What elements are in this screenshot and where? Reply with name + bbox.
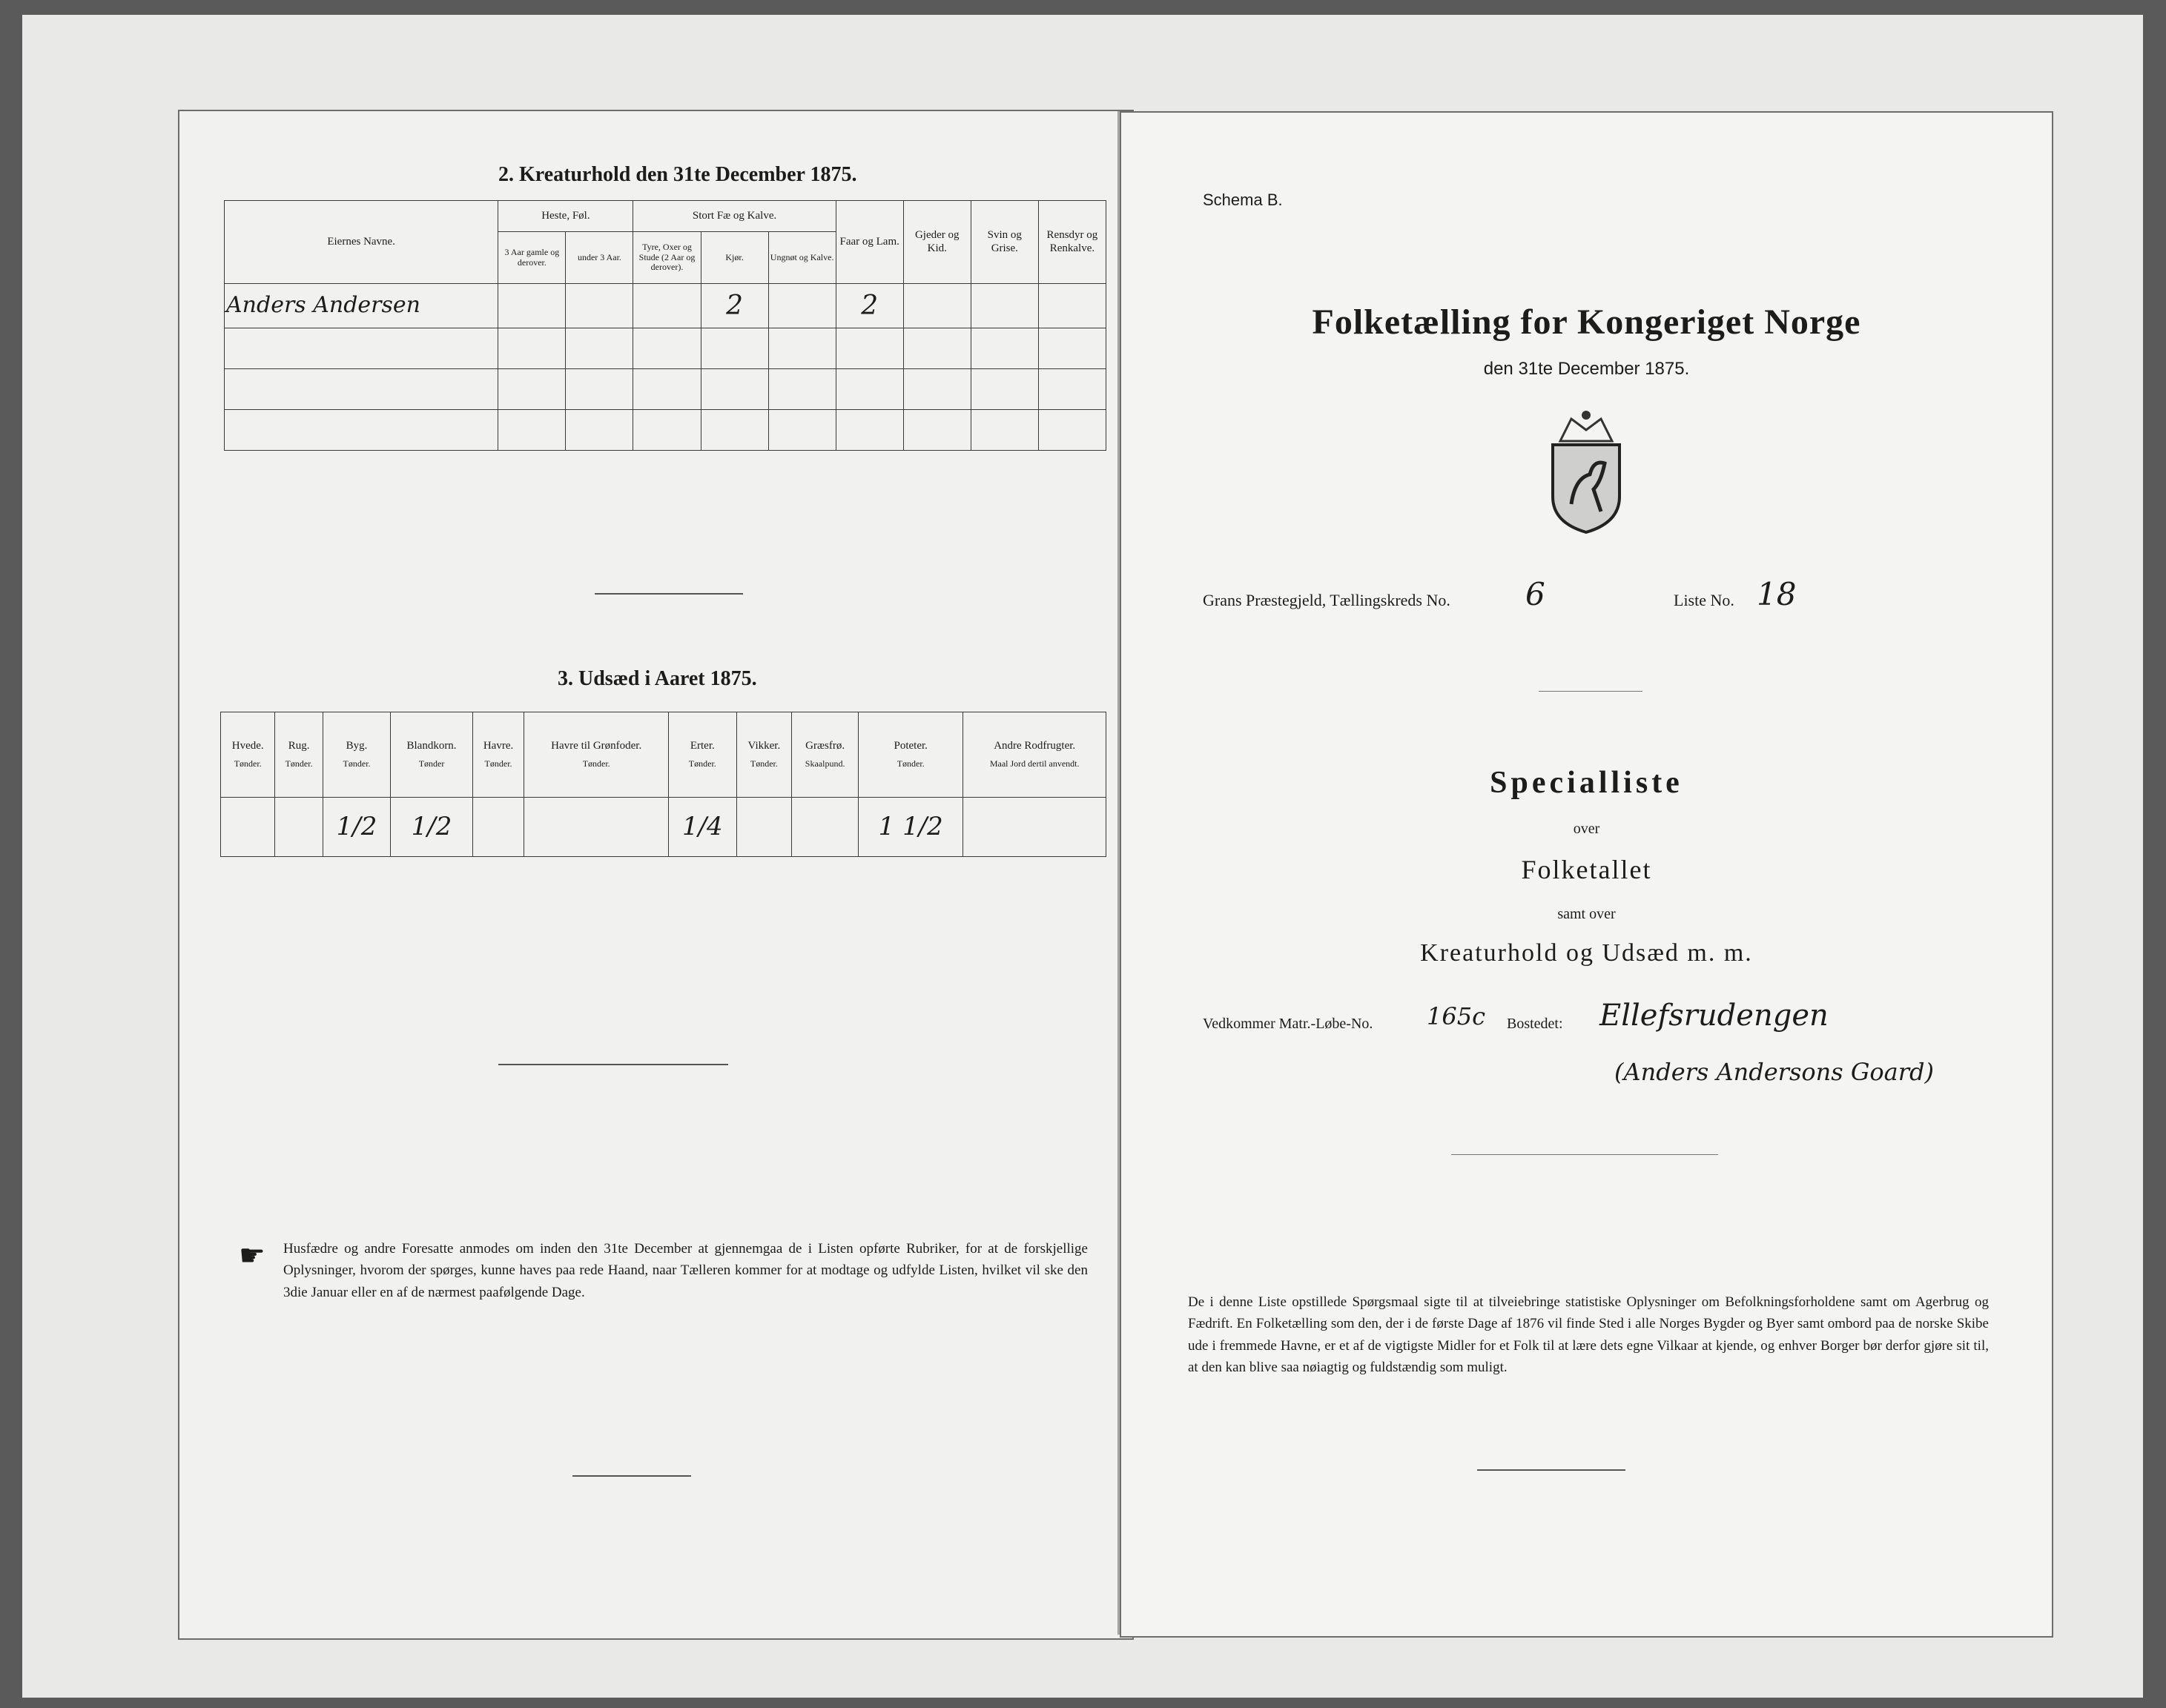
seed-col-unit: Tønder. <box>343 758 371 769</box>
divider <box>498 1064 728 1065</box>
table-row <box>225 410 1106 451</box>
seed-col-unit: Tønder. <box>285 758 313 769</box>
seed-col-name: Blandkorn. <box>406 740 457 752</box>
seed-col-unit: Tønder <box>418 758 445 769</box>
matr-label: Vedkommer Matr.-Løbe-No. <box>1203 1016 1373 1032</box>
table-row <box>225 328 1106 369</box>
kreds-no: 6 <box>1525 576 1545 612</box>
header-heste-under: under 3 Aar. <box>566 232 633 284</box>
cell-empty <box>498 284 566 328</box>
bostedet-value: Ellefsrudengen <box>1599 999 1829 1033</box>
header-heste: Heste, Føl. <box>498 201 633 232</box>
over-text: over <box>1573 821 1600 837</box>
seed-col-name: Byg. <box>346 740 368 752</box>
section3-title: 3. Udsæd i Aaret 1875. <box>558 667 757 690</box>
seed-col-name: Erter. <box>690 740 715 752</box>
samt-over-text: samt over <box>1557 906 1616 922</box>
divider <box>1451 1154 1718 1155</box>
divider <box>1539 691 1642 692</box>
cell-empty <box>566 284 633 328</box>
cell-kjor: 2 <box>701 284 768 328</box>
header-eiernes-navne: Eiernes Navne. <box>225 201 498 284</box>
header-ungnot: Ungnøt og Kalve. <box>768 232 836 284</box>
seed-value <box>221 798 275 857</box>
seed-col-unit: Tønder. <box>688 758 716 769</box>
seed-col-header <box>275 712 323 798</box>
header-stort-fae: Stort Fæ og Kalve. <box>633 201 836 232</box>
seed-col-header <box>323 712 391 798</box>
seed-value <box>275 798 323 857</box>
specialliste-title <box>1121 765 2052 801</box>
main-title: Folketælling for Kongeriget Norge <box>1312 302 1861 342</box>
seed-value <box>472 798 524 857</box>
cell-empty <box>903 284 971 328</box>
cell-empty <box>768 284 836 328</box>
schema-label: Schema B. <box>1203 191 1283 209</box>
divider <box>595 593 743 595</box>
divider <box>572 1475 691 1477</box>
seed-col-name: Havre. <box>483 740 514 752</box>
header-heste-3aar: 3 Aar gamle og derover. <box>498 232 566 284</box>
seed-col-unit: Tønder. <box>234 758 262 769</box>
census-date: den 31te December 1875. <box>1483 359 1690 379</box>
bostedet-note: (Anders Andersons Goard) <box>1614 1058 1935 1086</box>
section2-title: 2. Kreaturhold den 31te December 1875. <box>498 163 857 186</box>
seed-col-header <box>669 712 737 798</box>
cell-faar: 2 <box>836 284 903 328</box>
seed-col-unit: Tønder. <box>582 758 610 769</box>
seed-value <box>524 798 669 857</box>
right-page <box>1120 111 2053 1638</box>
left-page <box>178 110 1134 1640</box>
livestock-table <box>224 200 1106 451</box>
seed-value: 1/2 <box>323 798 391 857</box>
seed-col-header <box>792 712 859 798</box>
seed-table <box>220 712 1106 857</box>
seed-col-name: Havre til Grønfoder. <box>551 740 642 752</box>
header-gjeder: Gjeder og Kid. <box>903 201 971 284</box>
seed-col-header <box>736 712 792 798</box>
seed-col-name: Rug. <box>288 740 310 752</box>
bostedet-label: Bostedet: <box>1507 1016 1563 1032</box>
header-rensdyr: Rensdyr og Renkalve. <box>1038 201 1106 284</box>
notice-text: Husfædre og andre Foresatte anmodes om inden den 31te December at gjennemgaa de i Listen opførte Rubriker, for at de forskjellige Oplysninger, hvorom der spørges, kunne haves paa rede Haand, naar Tælleren kommer for at modtage og udfylde Listen, hvilket vil ske den 3die Januar eller en af de nærmest paafølgende Dage. <box>283 1241 1088 1300</box>
owner-name: Anders Andersen <box>225 284 498 328</box>
seed-col-name: Græsfrø. <box>805 740 845 752</box>
seed-col-header <box>859 712 963 798</box>
divider <box>1477 1469 1625 1471</box>
seed-col-name: Hvede. <box>231 740 264 752</box>
seed-col-header <box>391 712 472 798</box>
seed-value: 1 1/2 <box>859 798 963 857</box>
seed-col-name: Andre Rodfrugter. <box>994 740 1076 752</box>
seed-value: 1/2 <box>391 798 472 857</box>
folketallet-text: Folketallet <box>1521 855 1652 884</box>
footer-text: De i denne Liste opstillede Spørgsmaal sigte til at tilveiebringe statistiske Oplysninger om Befolkningsforholdene samt om Agerbrug og Fædrift. En Folketælling som den, der i de første Dage af 1876 vil finde Sted i alle Norges Bygder og Byer samt ombord paa de norske Skibe ude i fremmede Havne, er et af de vigtigste Midler for et Folk til at lære dets egne Vilkaar at kjende, og enhver Borger bør derfor gjøre sit til, at den kan blive saa nøiagtig og fuldstændig som muligt. <box>1188 1294 1989 1376</box>
seed-value <box>736 798 792 857</box>
seed-col-unit: Maal Jord dertil anvendt. <box>989 758 1080 769</box>
seed-col-unit: Tønder. <box>750 758 778 769</box>
header-kjor: Kjør. <box>701 232 768 284</box>
seed-col-unit: Tønder. <box>897 758 925 769</box>
seed-col-header <box>472 712 524 798</box>
header-faar: Faar og Lam. <box>836 201 903 284</box>
norway-coat-of-arms-icon <box>1534 408 1638 534</box>
specialliste-text: Specialliste <box>1490 766 1683 800</box>
cell-empty <box>971 284 1038 328</box>
seed-col-unit: Tønder. <box>484 758 512 769</box>
seed-col-header <box>963 712 1106 798</box>
kreaturhold-text: Kreaturhold og Udsæd m. m. <box>1420 939 1753 967</box>
header-tyre: Tyre, Oxer og Stude (2 Aar og derover). <box>633 232 701 284</box>
seed-col-unit: Skaalpund. <box>805 758 845 769</box>
table-row <box>225 284 1106 328</box>
table-row <box>225 369 1106 410</box>
liste-no: 18 <box>1757 576 1797 612</box>
header-svin: Svin og Grise. <box>971 201 1038 284</box>
seed-value <box>963 798 1106 857</box>
cell-empty <box>1038 284 1106 328</box>
parish-label: Grans Præstegjeld, Tællingskreds No. <box>1203 591 1450 609</box>
cell-empty <box>633 284 701 328</box>
seed-value: 1/4 <box>669 798 737 857</box>
seed-col-header <box>221 712 275 798</box>
liste-label: Liste No. <box>1674 591 1734 609</box>
seed-value <box>792 798 859 857</box>
seed-col-name: Vikker. <box>747 740 781 752</box>
pointing-hand-icon: ☛ <box>239 1239 265 1272</box>
matr-no: 165c <box>1427 1002 1485 1030</box>
seed-col-name: Poteter. <box>894 740 928 752</box>
seed-col-header <box>524 712 669 798</box>
